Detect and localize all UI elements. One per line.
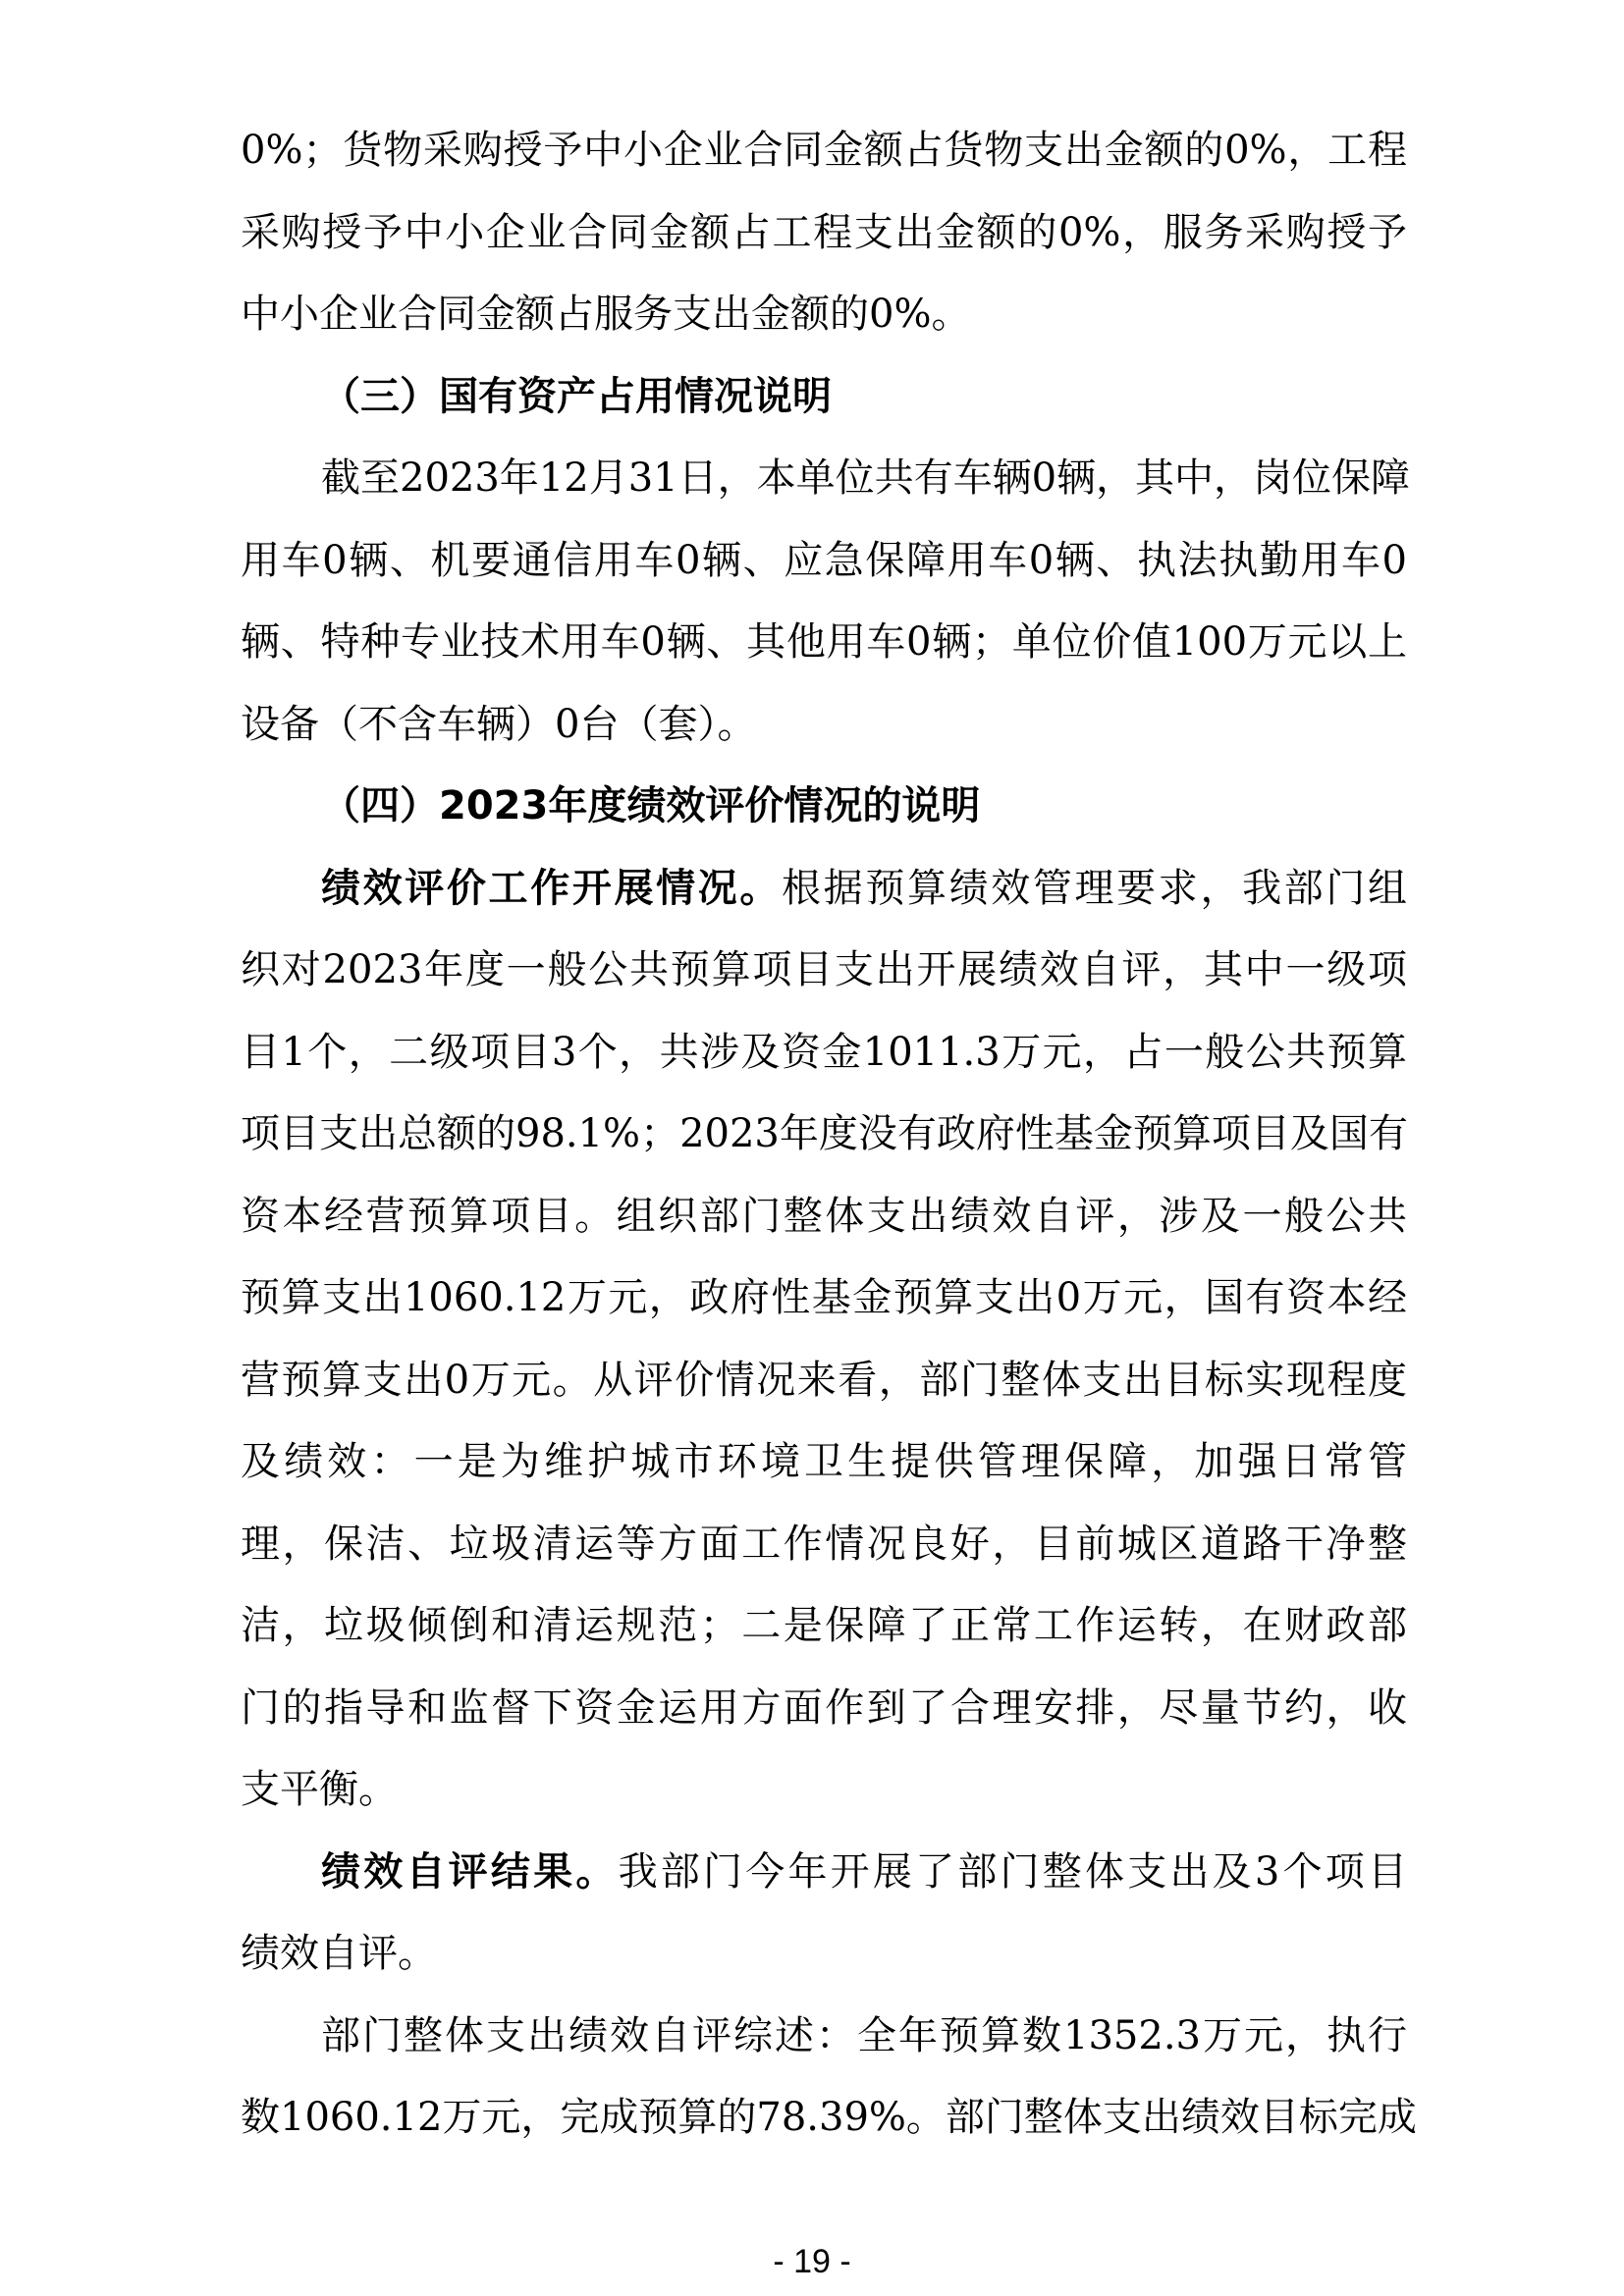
paragraph-line: 用车0辆、机要通信用车0辆、应急保障用车0辆、执法执勤用车0: [241, 537, 1407, 583]
paragraph-line: 0%；货物采购授予中小企业合同金额占货物支出金额的0%，工程: [241, 128, 1407, 173]
paragraph-line: 织对2023年度一般公共预算项目支出开展绩效自评，其中一级项: [241, 947, 1407, 992]
paragraph-line: 数1060.12万元，完成预算的78.39%。部门整体支出绩效目标完成: [241, 2095, 1417, 2140]
paragraph-line: 绩效自评结果。我部门今年开展了部门整体支出及3个项目: [321, 1848, 1408, 1895]
section-heading-performance: （四）2023年度绩效评价情况的说明: [321, 783, 981, 828]
paragraph-line: 截至2023年12月31日，本单位共有车辆0辆，其中，岗位保障: [321, 455, 1411, 501]
paragraph-line: 洁，垃圾倾倒和清运规范；二是保障了正常工作运转，在财政部: [241, 1603, 1407, 1648]
paragraph-line: 辆、特种专业技术用车0辆、其他用车0辆；单位价值100万元以上: [241, 619, 1407, 665]
paragraph-line: 采购授予中小企业合同金额占工程支出金额的0%，服务采购授予: [241, 209, 1407, 255]
paragraph-line: 项目支出总额的98.1%；2023年度没有政府性基金预算项目及国有: [241, 1111, 1408, 1156]
paragraph-line: 绩效自评。: [241, 1931, 437, 1976]
paragraph-line: 资本经营预算项目。组织部门整体支出绩效自评，涉及一般公共: [241, 1193, 1407, 1239]
paragraph-line: 及绩效：一是为维护城市环境卫生提供管理保障，加强日常管: [241, 1439, 1407, 1484]
paragraph-line: 设备（不含车辆）0台（套）。: [241, 701, 757, 747]
paragraph-line: 理，保洁、垃圾清运等方面工作情况良好，目前城区道路干净整: [241, 1521, 1407, 1567]
section-heading-assets: （三）国有资产占用情况说明: [321, 373, 832, 419]
paragraph-line: 部门整体支出绩效自评综述：全年预算数1352.3万元，执行: [321, 2012, 1407, 2058]
paragraph-line: 绩效评价工作开展情况。根据预算绩效管理要求，我部门组: [321, 865, 1408, 911]
paragraph-line: 门的指导和监督下资金运用方面作到了合理安排，尽量节约，收: [241, 1684, 1407, 1731]
bold-lead-in: 绩效评价工作开展情况。: [321, 865, 783, 911]
bold-lead-in: 绩效自评结果。: [321, 1848, 619, 1895]
paragraph-line: 支平衡。: [241, 1767, 398, 1812]
paragraph-line: 预算支出1060.12万元，政府性基金预算支出0万元，国有资本经: [241, 1275, 1407, 1320]
paragraph-line: 营预算支出0万元。从评价情况来看，部门整体支出目标实现程度: [241, 1357, 1407, 1403]
paragraph-line: 目1个，二级项目3个，共涉及资金1011.3万元，占一般公共预算: [241, 1029, 1407, 1075]
document-page: [241, 110, 1417, 2160]
page-number: - 19 -: [773, 2243, 851, 2280]
paragraph-line: 中小企业合同金额占服务支出金额的0%。: [241, 292, 971, 337]
